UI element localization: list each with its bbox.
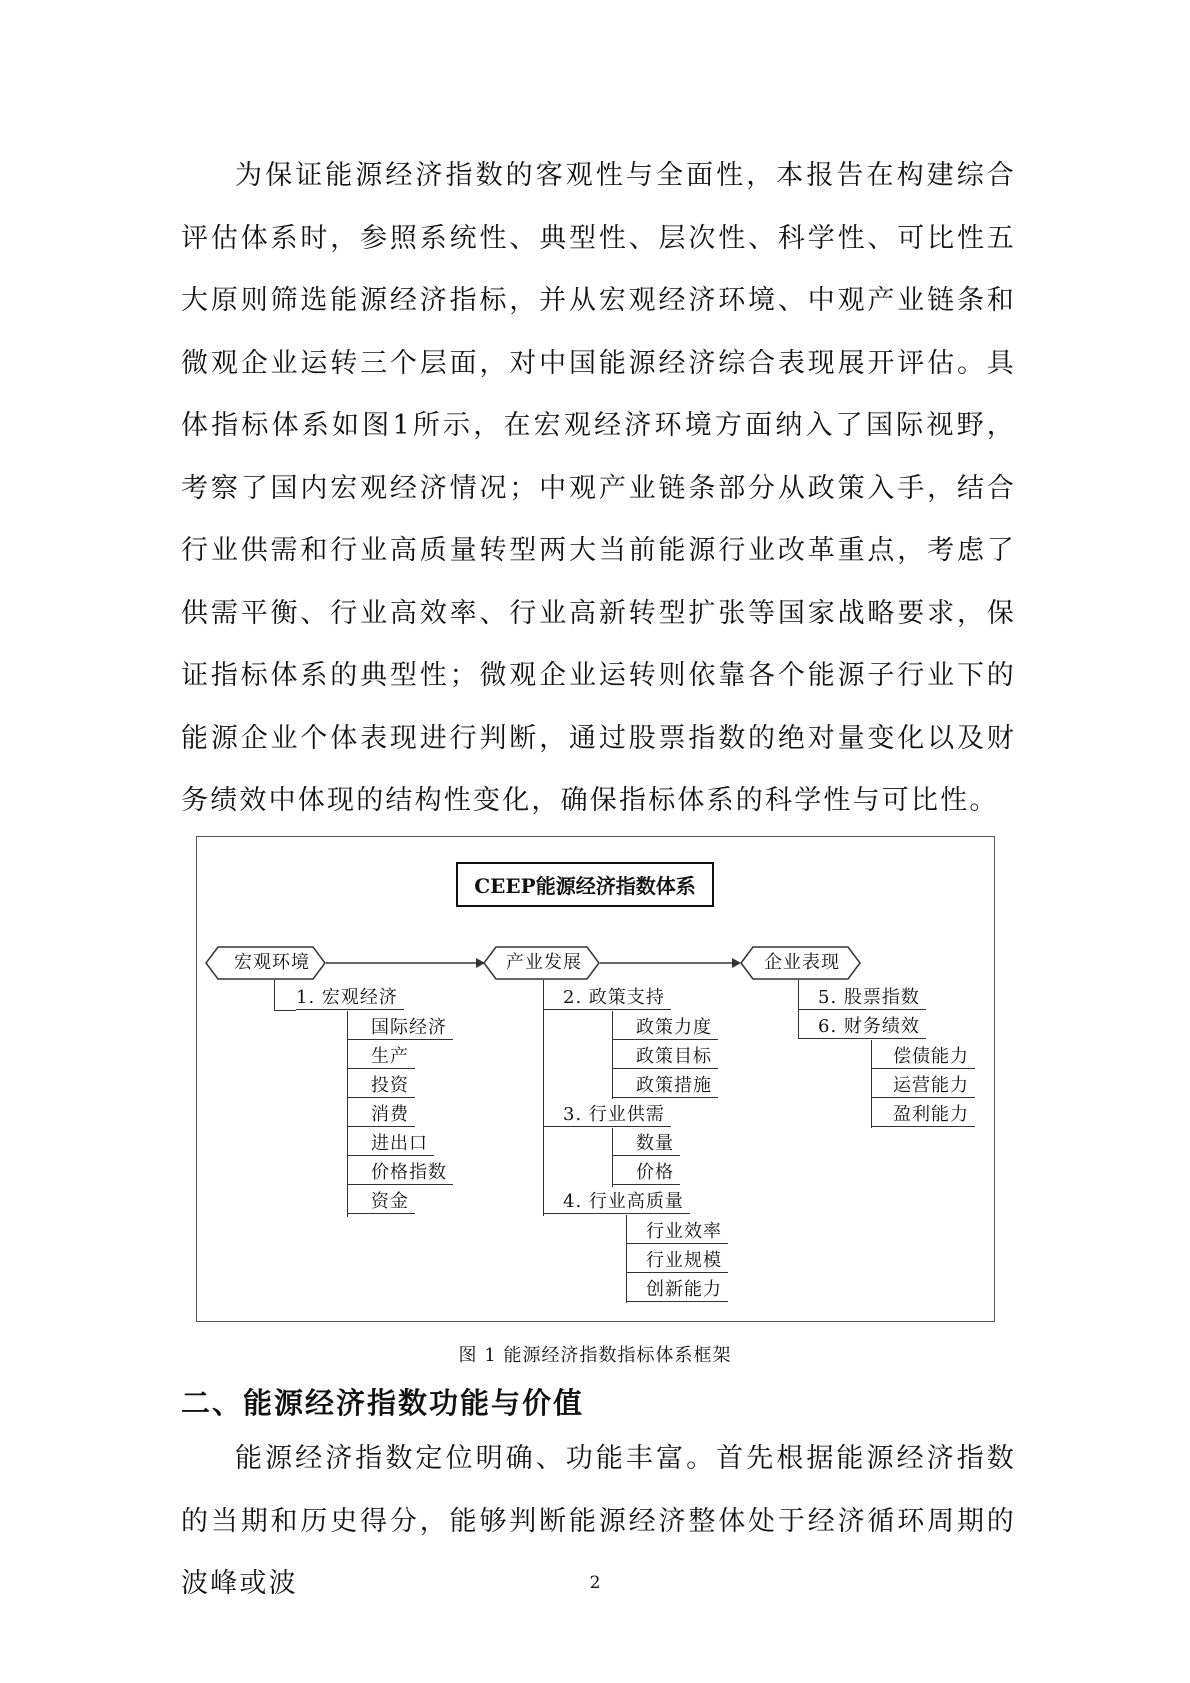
quality-item: 行业规模 (626, 1250, 728, 1273)
financial-performance-node: 6. 财务绩效 (798, 1016, 926, 1039)
policy-item: 政策措施 (612, 1075, 718, 1098)
body-paragraph-2: 能源经济指数定位明确、功能丰富。首先根据能源经济指数的当期和历史得分，能够判断能源经济整体处于经济循环周期的波峰或波 (181, 1443, 1016, 1599)
figure-title: CEEP能源经济指数体系 (456, 862, 714, 907)
macro-item: 消费 (347, 1104, 415, 1127)
finance-item: 偿债能力 (871, 1046, 975, 1069)
category-macro-env: 宏观环境 (234, 952, 310, 973)
supply-item: 价格 (612, 1162, 680, 1185)
macro-economy-node: 1. 宏观经济 (296, 987, 404, 1010)
macro-item: 进出口 (347, 1133, 434, 1156)
supply-demand-node: 3. 行业供需 (543, 1104, 671, 1127)
category-industry-dev: 产业发展 (506, 952, 582, 973)
supply-item: 数量 (612, 1133, 680, 1156)
policy-item: 政策力度 (612, 1017, 718, 1040)
category-enterprise: 企业表现 (764, 952, 840, 973)
quality-item: 创新能力 (626, 1279, 728, 1302)
connector-line (543, 980, 544, 1216)
finance-item: 盈利能力 (871, 1104, 975, 1127)
connector-line (274, 1010, 296, 1011)
connector-line (274, 980, 275, 1010)
body-paragraph-1: 为保证能源经济指数的客观性与全面性，本报告在构建综合评估体系时，参照系统性、典型性、层次性、科学性、可比性五大原则筛选能源经济指标，并从宏观经济环境、中观产业链条和微观企业运转三个层面，对中国能源经济综合表现展开评估。具体指标体系如图1所示，在宏观经济环境方面纳入了国际视野，考察了国内宏观经济情况；中观产业链条部分从政策入手，结合行业供需和行业高质量转型两大当前能源行业改革重点，考虑了供需平衡、行业高效率、行业高新转型扩张等国家战略要求，保证指标体系的典型性；微观企业运转则依靠各个能源子行业下的能源企业个体表现进行判断，通过股票指数的绝对量变化以及财务绩效中体现的结构性变化，确保指标体系的科学性与可比性。 (181, 160, 1016, 816)
quality-item: 行业效率 (626, 1221, 728, 1244)
figure-caption: 图 1 能源经济指数指标体系框架 (458, 1345, 732, 1366)
macro-item: 国际经济 (347, 1017, 453, 1040)
stock-index-node: 5. 股票指数 (798, 987, 926, 1010)
macro-item: 资金 (347, 1191, 415, 1214)
policy-support-node: 2. 政策支持 (543, 987, 671, 1010)
section-heading: 二、能源经济指数功能与价值 (181, 1386, 585, 1420)
macro-item: 生产 (347, 1046, 415, 1069)
policy-item: 政策目标 (612, 1046, 718, 1069)
high-quality-node: 4. 行业高质量 (543, 1191, 690, 1214)
macro-item: 价格指数 (347, 1162, 453, 1185)
arrow-right-icon (600, 955, 742, 971)
finance-item: 运营能力 (871, 1075, 975, 1098)
macro-item: 投资 (347, 1075, 415, 1098)
arrow-right-icon (326, 955, 486, 971)
page-number: 2 (589, 1573, 601, 1593)
